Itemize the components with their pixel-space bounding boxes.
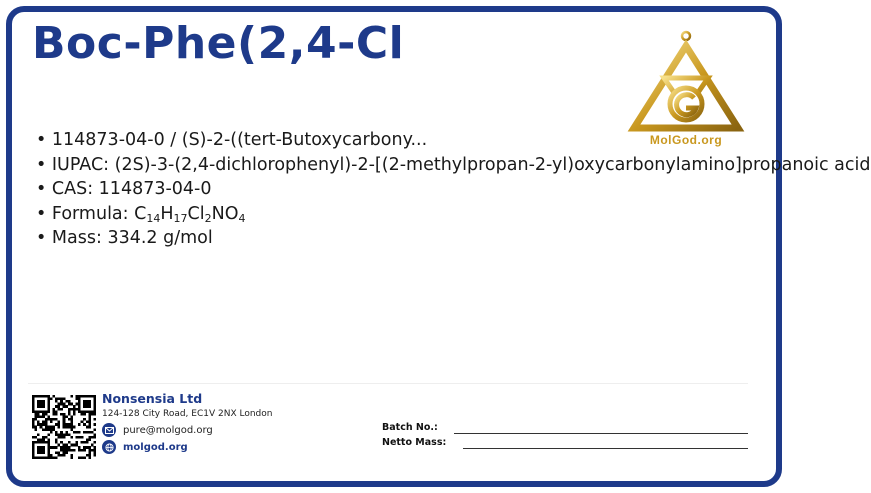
- logo-text: MolGod.org: [649, 133, 723, 147]
- list-item: • Formula: $C_{14}H_{17}Cl_2NO_4$: [36, 203, 246, 225]
- logo-emblem: [634, 32, 738, 128]
- footer-divider: [28, 383, 748, 384]
- batch-line: [454, 433, 748, 434]
- iupac-value: (2S)-3-(2,4-dichlorophenyl)-2-[(2-methylpropan-2-yl)oxycarbonylamino]propanoic acid: [114, 154, 871, 175]
- formula-value: $C_{14}H_{17}Cl_2NO_4$: [134, 203, 246, 225]
- email-contact: [102, 423, 213, 437]
- cas-value: 114873-04-0: [98, 179, 212, 199]
- email-text: pure@molgod.org: [123, 424, 213, 436]
- molgod-logo: [620, 26, 740, 148]
- netto-mass-label: Netto Mass:: [382, 437, 447, 448]
- website-link: molgod.org: [123, 441, 188, 453]
- formula-label: Formula:: [51, 203, 129, 224]
- company-address: 124-128 City Road, EC1V 2NX London: [102, 409, 273, 419]
- globe-icon: [102, 440, 116, 454]
- cas-label: CAS:: [51, 179, 94, 199]
- mass-value: 334.2 g/mol: [107, 228, 213, 248]
- list-item: • 114873-04-0 / (S)-2-((tert-Butoxycarbony...: [36, 130, 428, 150]
- iupac-label: IUPAC:: [51, 154, 110, 175]
- batch-label: Batch No.:: [382, 422, 438, 433]
- product-title: Boc-Phe(2,4-Cl: [32, 18, 405, 69]
- list-item: • IUPAC: (2S)-3-(2,4-dichlorophenyl)-2-[(2-methylpropan-2-yl)oxycarbonylamino]propanoic acid: [36, 154, 871, 175]
- list-item: • Mass: 334.2 g/mol: [36, 228, 213, 248]
- qr-code: [32, 395, 96, 459]
- synonyms-text: 114873-04-0 / (S)-2-((tert-Butoxycarbony...: [51, 130, 428, 150]
- email-icon: [102, 423, 116, 437]
- company-name: Nonsensia Ltd: [102, 391, 203, 406]
- netto-mass-line: [463, 448, 748, 449]
- list-item: • CAS: 114873-04-0: [36, 179, 212, 199]
- website-contact: [102, 440, 188, 454]
- mass-label: Mass:: [51, 228, 102, 248]
